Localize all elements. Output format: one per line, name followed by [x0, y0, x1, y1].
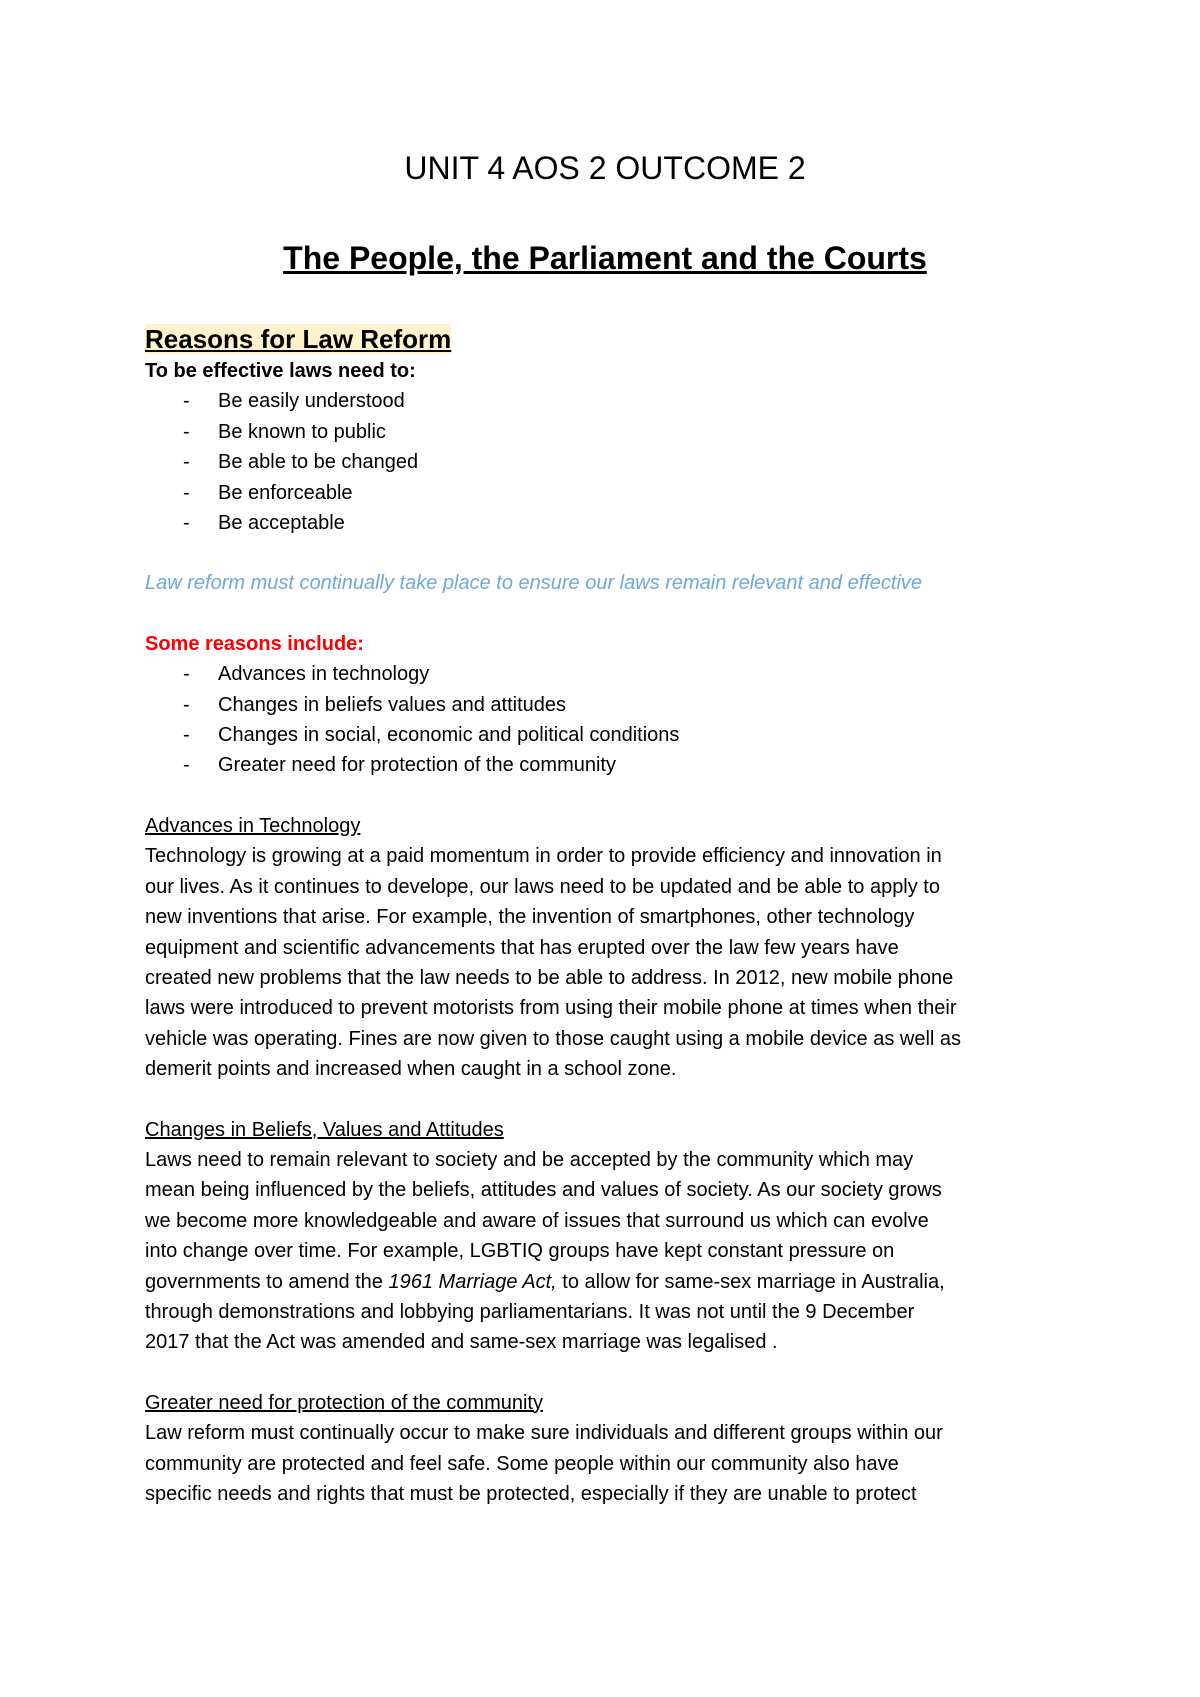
list-item-text: Be able to be changed: [218, 451, 419, 474]
dash-bullet: -: [183, 663, 190, 686]
dash-bullet: -: [183, 451, 190, 474]
dash-bullet: -: [183, 390, 190, 413]
technology-heading: Advances in Technology: [145, 814, 361, 837]
list-item: [145, 447, 1065, 477]
document-content: [145, 148, 1065, 1509]
list-item: [145, 690, 1065, 720]
paragraph-line: created new problems that the law needs to be able to address. In 2012, new mobile phone: [145, 966, 954, 989]
paragraph-line: equipment and scientific advancements that has erupted over the law few years have: [145, 936, 899, 959]
section-heading-law-reform: [145, 322, 1065, 356]
list-item-text: Greater need for protection of the community: [218, 754, 616, 777]
list-item: [145, 720, 1065, 750]
list-item-text: Be known to public: [218, 420, 386, 443]
list-item-text: Advances in technology: [218, 663, 430, 686]
paragraph-line: we become more knowledgeable and aware of issues that surround us which can evolve: [145, 1209, 929, 1232]
effective-laws-intro: To be effective laws need to:: [145, 360, 416, 382]
paragraph-line: laws were introduced to prevent motorists from using their mobile phone at times when their: [145, 997, 957, 1020]
list-item-text: Be enforceable: [218, 481, 353, 504]
reasons-heading: Some reasons include:: [145, 632, 364, 655]
dash-bullet: -: [183, 724, 190, 747]
paragraph-line: into change over time. For example, LGBTIQ groups have kept constant pressure on: [145, 1240, 895, 1263]
list-item: [145, 659, 1065, 689]
document-title: UNIT 4 AOS 2 OUTCOME 2: [404, 150, 806, 186]
dash-bullet: -: [183, 481, 190, 504]
paragraph-line: Technology is growing at a paid momentum in order to provide efficiency and innovation in: [145, 845, 942, 868]
dash-bullet: -: [183, 512, 190, 535]
list-item: [145, 508, 1065, 538]
list-item-text: Be easily understood: [218, 390, 405, 413]
beliefs-paragraph: [145, 1145, 1065, 1358]
line-text: to allow for same-sex marriage in Australia,: [556, 1270, 945, 1293]
protection-heading: Greater need for protection of the community: [145, 1391, 543, 1414]
protection-paragraph: [145, 1418, 1065, 1509]
dash-bullet: -: [183, 693, 190, 716]
list-item-text: Be acceptable: [218, 512, 345, 535]
list-item: [145, 750, 1065, 780]
paragraph-line: Law reform must continually occur to make sure individuals and different groups within our: [145, 1422, 943, 1445]
act-name: 1961 Marriage Act,: [388, 1270, 557, 1293]
list-item: [145, 386, 1065, 416]
paragraph-line: our lives. As it continues to develope, our laws need to be updated and be able to apply to: [145, 875, 940, 898]
paragraph-line: community are protected and feel safe. Some people within our community also have: [145, 1452, 899, 1475]
beliefs-heading: Changes in Beliefs, Values and Attitudes: [145, 1118, 504, 1141]
paragraph-line: [145, 1267, 1065, 1297]
law-reform-note: Law reform must continually take place to ensure our laws remain relevant and effective: [145, 572, 923, 595]
line-text: governments to amend the: [145, 1270, 389, 1293]
list-item: [145, 478, 1065, 508]
paragraph-line: demerit points and increased when caught in a school zone.: [145, 1058, 677, 1081]
paragraph-line: through demonstrations and lobbying parliamentarians. It was not until the 9 December: [145, 1300, 915, 1323]
paragraph-line: specific needs and rights that must be protected, especially if they are unable to protect: [145, 1483, 917, 1505]
section-heading-text: Reasons for Law Reform: [145, 324, 452, 354]
reasons-list: [145, 659, 1065, 781]
effective-laws-list: [145, 386, 1065, 538]
paragraph-line: Laws need to remain relevant to society and be accepted by the community which may: [145, 1148, 914, 1171]
list-item: [145, 417, 1065, 447]
dash-bullet: -: [183, 420, 190, 443]
technology-paragraph: [145, 841, 1065, 1084]
list-item-text: Changes in beliefs values and attitudes: [218, 693, 567, 716]
paragraph-line: mean being influenced by the beliefs, attitudes and values of society. As our society grows: [145, 1179, 942, 1202]
paragraph-line: vehicle was operating. Fines are now given to those caught using a mobile device as well as: [145, 1027, 962, 1050]
paragraph-line: 2017 that the Act was amended and same-sex marriage was legalised .: [145, 1331, 778, 1354]
dash-bullet: -: [183, 754, 190, 777]
paragraph-line: new inventions that arise. For example, the invention of smartphones, other technology: [145, 906, 915, 929]
document-subtitle: The People, the Parliament and the Courts: [283, 240, 927, 276]
list-item-text: Changes in social, economic and political conditions: [218, 724, 680, 747]
